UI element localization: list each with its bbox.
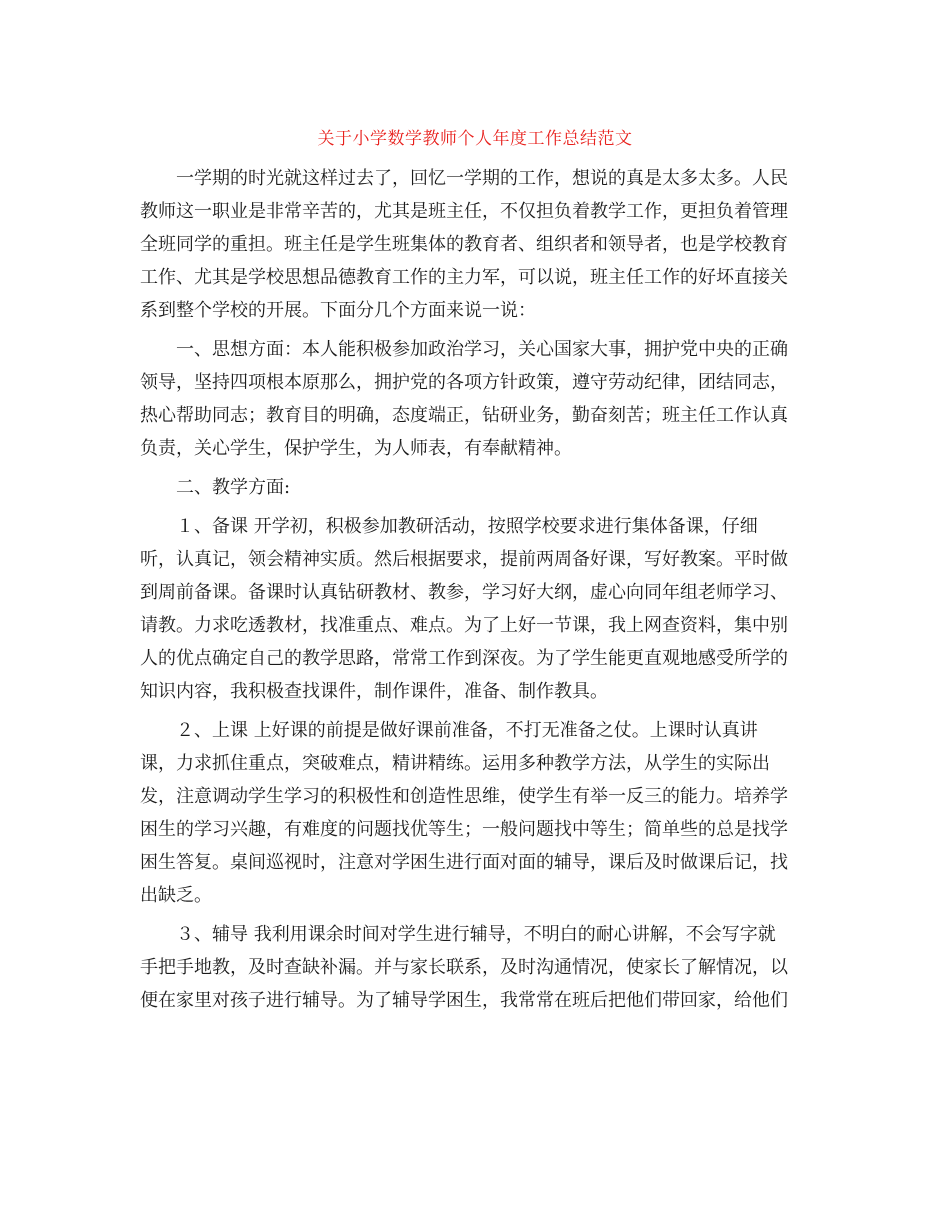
text-line: 听，认真记，领会精神实质。然后根据要求，提前两周备好课，写好教案。平时做 xyxy=(140,549,788,570)
document-title: 关于小学数学教师个人年度工作总结范文 xyxy=(317,129,633,149)
text-line: 负责，关心学生，保护学生，为人师表，有奉献精神。 xyxy=(140,438,572,459)
paragraph-teaching-heading xyxy=(140,471,812,504)
text-line: 教师这一职业是非常辛苦的，尤其是班主任，不仅担负着教学工作，更担负着管理 xyxy=(140,201,788,222)
document-body xyxy=(140,162,812,1023)
text-line: 课，力求抓住重点，突破难点，精讲精练。运用多种教学方法，从学生的实际出 xyxy=(140,753,770,774)
text-line: 困生的学习兴趣，有难度的问题找优等生；一般问题找中等生；简单些的总是找学 xyxy=(140,819,788,840)
text-line: 一学期的时光就这样过去了，回忆一学期的工作，想说的真是太多太多。人民 xyxy=(140,168,788,189)
text-line: 工作、尤其是学校思想品德教育工作的主力军，可以说，班主任工作的好坏直接关 xyxy=(140,267,788,288)
text-line: 一、思想方面：本人能积极参加政治学习，关心国家大事，拥护党中央的正确 xyxy=(140,339,788,360)
paragraph-intro xyxy=(140,162,812,327)
text-line: 系到整个学校的开展。下面分几个方面来说一说： xyxy=(140,300,536,321)
paragraph-tutoring xyxy=(140,918,812,1017)
text-line: 知识内容，我积极查找课件，制作课件，准备、制作教具。 xyxy=(140,681,608,702)
text-line: 全班同学的重担。班主任是学生班集体的教育者、组织者和领导者，也是学校教育 xyxy=(140,234,788,255)
text-line: 出缺乏。 xyxy=(140,885,212,906)
text-line: 到周前备课。备课时认真钻研教材、教参，学习好大纲，虚心向同年组老师学习、 xyxy=(140,582,788,603)
text-line: １、备课 开学初，积极参加教研活动，按照学校要求进行集体备课，仔细 xyxy=(140,516,758,537)
text-line: ２、上课 上好课的前提是做好课前准备，不打无准备之仗。上课时认真讲 xyxy=(140,720,758,741)
text-line: 便在家里对孩子进行辅导。为了辅导学困生，我常常在班后把他们带回家，给他们 xyxy=(140,990,788,1011)
paragraph-ideology xyxy=(140,333,812,465)
text-line: 二、教学方面: xyxy=(140,477,291,498)
text-line: 手把手地教，及时查缺补漏。并与家长联系，及时沟通情况，使家长了解情况，以 xyxy=(140,957,788,978)
text-line: 困生答复。桌间巡视时，注意对学困生进行面对面的辅导，课后及时做课后记，找 xyxy=(140,852,788,873)
paragraph-lesson-prep xyxy=(140,510,812,708)
text-line: 领导，坚持四项根本原那么，拥护党的各项方针政策，遵守劳动纪律，团结同志， xyxy=(140,372,788,393)
text-line: 人的优点确定自己的教学思路，常常工作到深夜。为了学生能更直观地感受所学的 xyxy=(140,648,788,669)
text-line: ３、辅导 我利用课余时间对学生进行辅导，不明白的耐心讲解，不会写字就 xyxy=(140,924,776,945)
text-line: 热心帮助同志；教育目的明确，态度端正，钻研业务，勤奋刻苦；班主任工作认真 xyxy=(140,405,788,426)
text-line: 请教。力求吃透教材，找准重点、难点。为了上好一节课，我上网查资料，集中别 xyxy=(140,615,788,636)
text-line: 发，注意调动学生学习的积极性和创造性思维，使学生有举一反三的能力。培养学 xyxy=(140,786,788,807)
paragraph-class xyxy=(140,714,812,912)
